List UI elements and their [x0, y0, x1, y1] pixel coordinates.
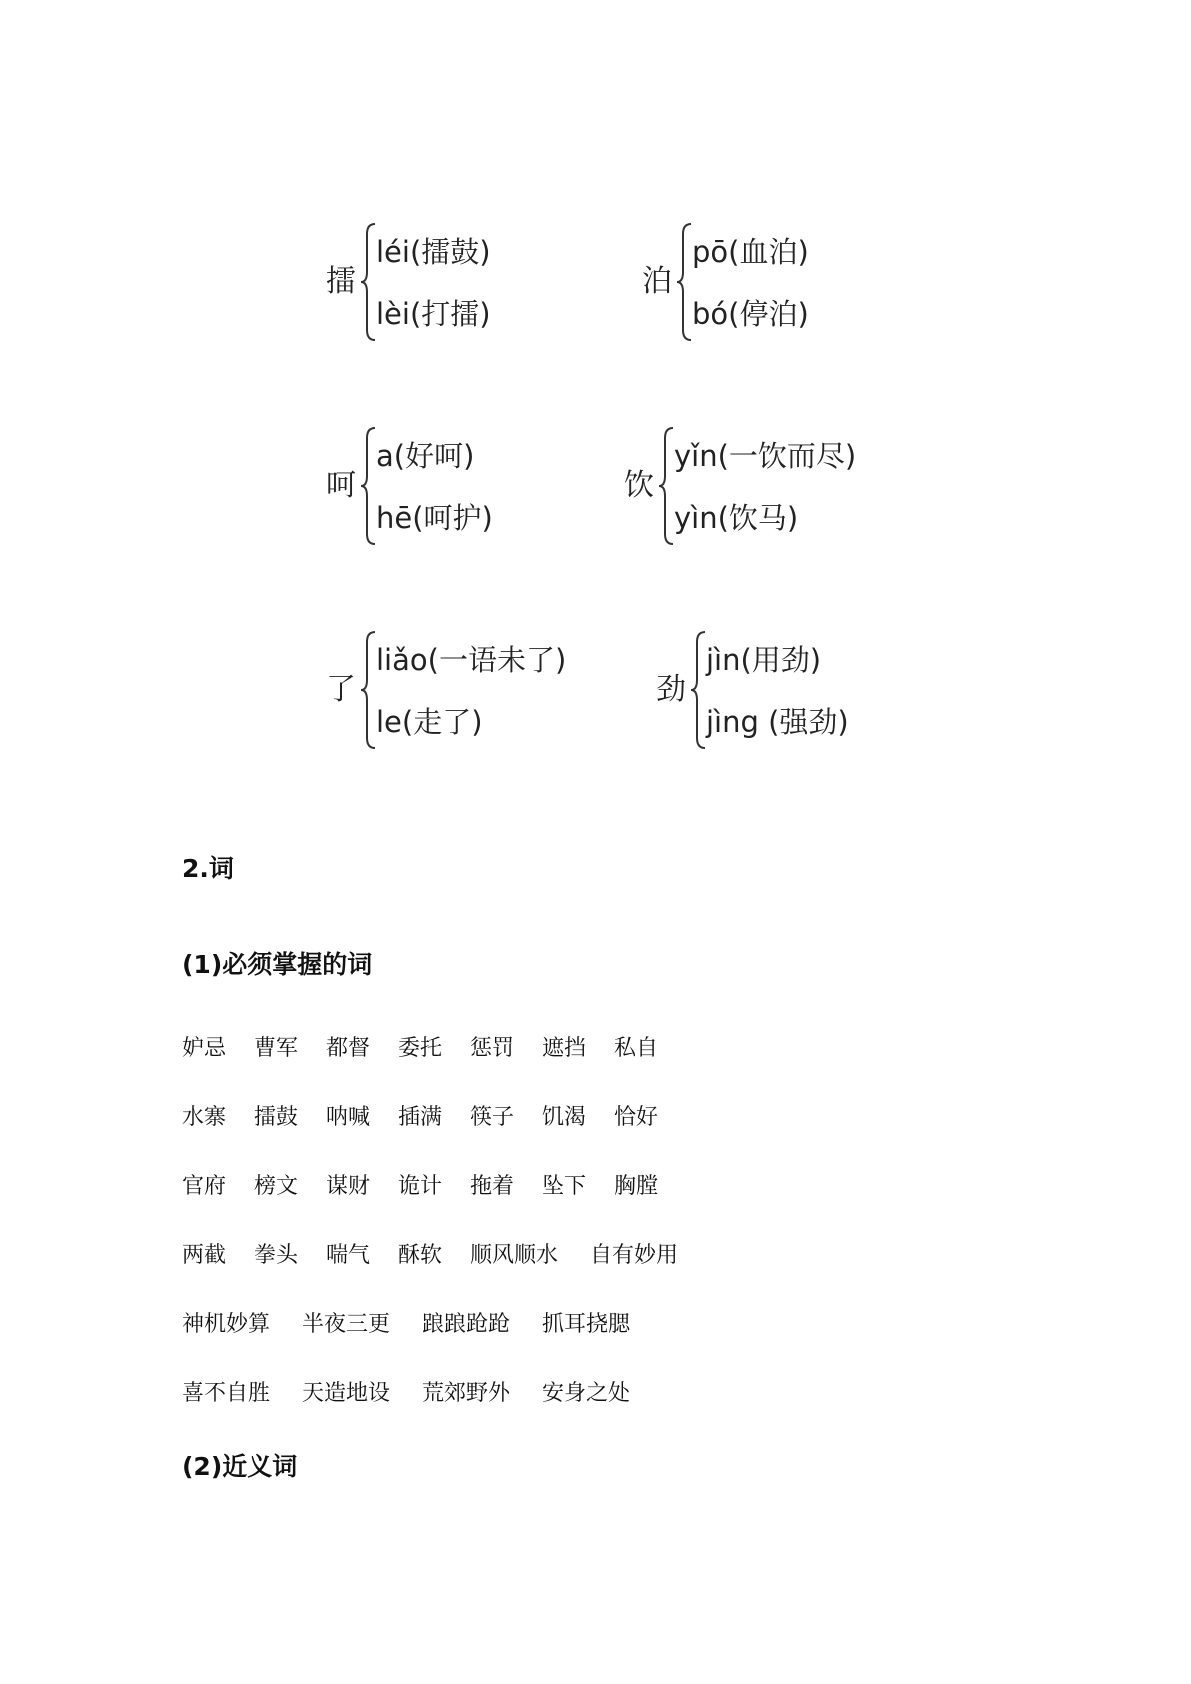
word: 荒郊野外 [422, 1381, 511, 1406]
word-row [182, 1176, 1082, 1204]
polyphone-reading: yìn(饮马) [674, 501, 799, 535]
polyphone-group-jin [656, 630, 896, 750]
word: 委托 [398, 1036, 443, 1061]
polyphone-reading: liǎo(一语未了) [376, 643, 567, 677]
polyphone-reading: pō(血泊) [692, 235, 809, 269]
polyphone-reading: bó(停泊) [692, 297, 809, 331]
word: 惩罚 [470, 1036, 515, 1061]
polyphone-reading: jìn(用劲) [706, 643, 822, 677]
curly-brace-icon [658, 426, 674, 546]
word: 曹军 [254, 1036, 299, 1061]
polyphone-char: 饮 [624, 468, 654, 503]
curly-brace-icon [360, 630, 376, 750]
word: 官府 [182, 1174, 227, 1199]
word: 筷子 [470, 1105, 515, 1130]
curly-brace-icon [360, 426, 376, 546]
polyphone-char: 擂 [326, 264, 356, 299]
polyphone-group-liao [326, 630, 606, 750]
polyphone-group-yin [624, 426, 904, 546]
word: 喜不自胜 [182, 1381, 271, 1406]
polyphone-reading: yǐn(一饮而尽) [674, 439, 857, 473]
word-row [182, 1107, 1082, 1135]
word: 妒忌 [182, 1036, 227, 1061]
word: 自有妙用 [590, 1243, 679, 1268]
word: 水寨 [182, 1105, 227, 1130]
polyphone-reading: lèi(打擂) [376, 297, 491, 331]
word: 恰好 [614, 1105, 659, 1130]
polyphone-reading: léi(擂鼓) [376, 235, 491, 269]
word: 拳头 [254, 1243, 299, 1268]
word: 神机妙算 [182, 1312, 271, 1337]
word: 喘气 [326, 1243, 371, 1268]
subsection-heading-must-know: (1)必须掌握的词 [182, 950, 373, 979]
word: 都督 [326, 1036, 371, 1061]
word: 私自 [614, 1036, 659, 1061]
polyphone-group-he [326, 426, 546, 546]
polyphone-reading: hē(呵护) [376, 501, 493, 535]
word: 顺风顺水 [470, 1243, 559, 1268]
word-row [182, 1383, 1082, 1411]
polyphone-group-po [642, 222, 862, 342]
section-heading: 2.词 [182, 854, 234, 883]
word: 诡计 [398, 1174, 443, 1199]
word: 酥软 [398, 1243, 443, 1268]
word: 坠下 [542, 1174, 587, 1199]
word: 拖着 [470, 1174, 515, 1199]
word-row [182, 1038, 1082, 1066]
word: 踉踉跄跄 [422, 1312, 511, 1337]
curly-brace-icon [360, 222, 376, 342]
polyphone-group-lei [326, 222, 546, 342]
word: 谋财 [326, 1174, 371, 1199]
polyphone-char: 呵 [326, 468, 356, 503]
polyphone-reading: jìng (强劲) [706, 705, 849, 739]
word-row [182, 1314, 1082, 1342]
word: 呐喊 [326, 1105, 371, 1130]
word-row [182, 1245, 1082, 1273]
word: 擂鼓 [254, 1105, 299, 1130]
word: 天造地设 [302, 1381, 391, 1406]
word: 插满 [398, 1105, 443, 1130]
word: 两截 [182, 1243, 227, 1268]
word: 胸膛 [614, 1174, 659, 1199]
word: 榜文 [254, 1174, 299, 1199]
curly-brace-icon [676, 222, 692, 342]
subsection-heading-synonyms: (2)近义词 [182, 1452, 298, 1481]
word: 饥渴 [542, 1105, 587, 1130]
polyphone-reading: a(好呵) [376, 439, 475, 473]
word: 遮挡 [542, 1036, 587, 1061]
polyphone-char: 了 [326, 672, 356, 707]
word: 抓耳挠腮 [542, 1312, 631, 1337]
curly-brace-icon [690, 630, 706, 750]
polyphone-reading: le(走了) [376, 705, 483, 739]
polyphone-char: 劲 [656, 672, 686, 707]
word: 半夜三更 [302, 1312, 391, 1337]
word: 安身之处 [542, 1381, 631, 1406]
polyphone-char: 泊 [642, 264, 672, 299]
